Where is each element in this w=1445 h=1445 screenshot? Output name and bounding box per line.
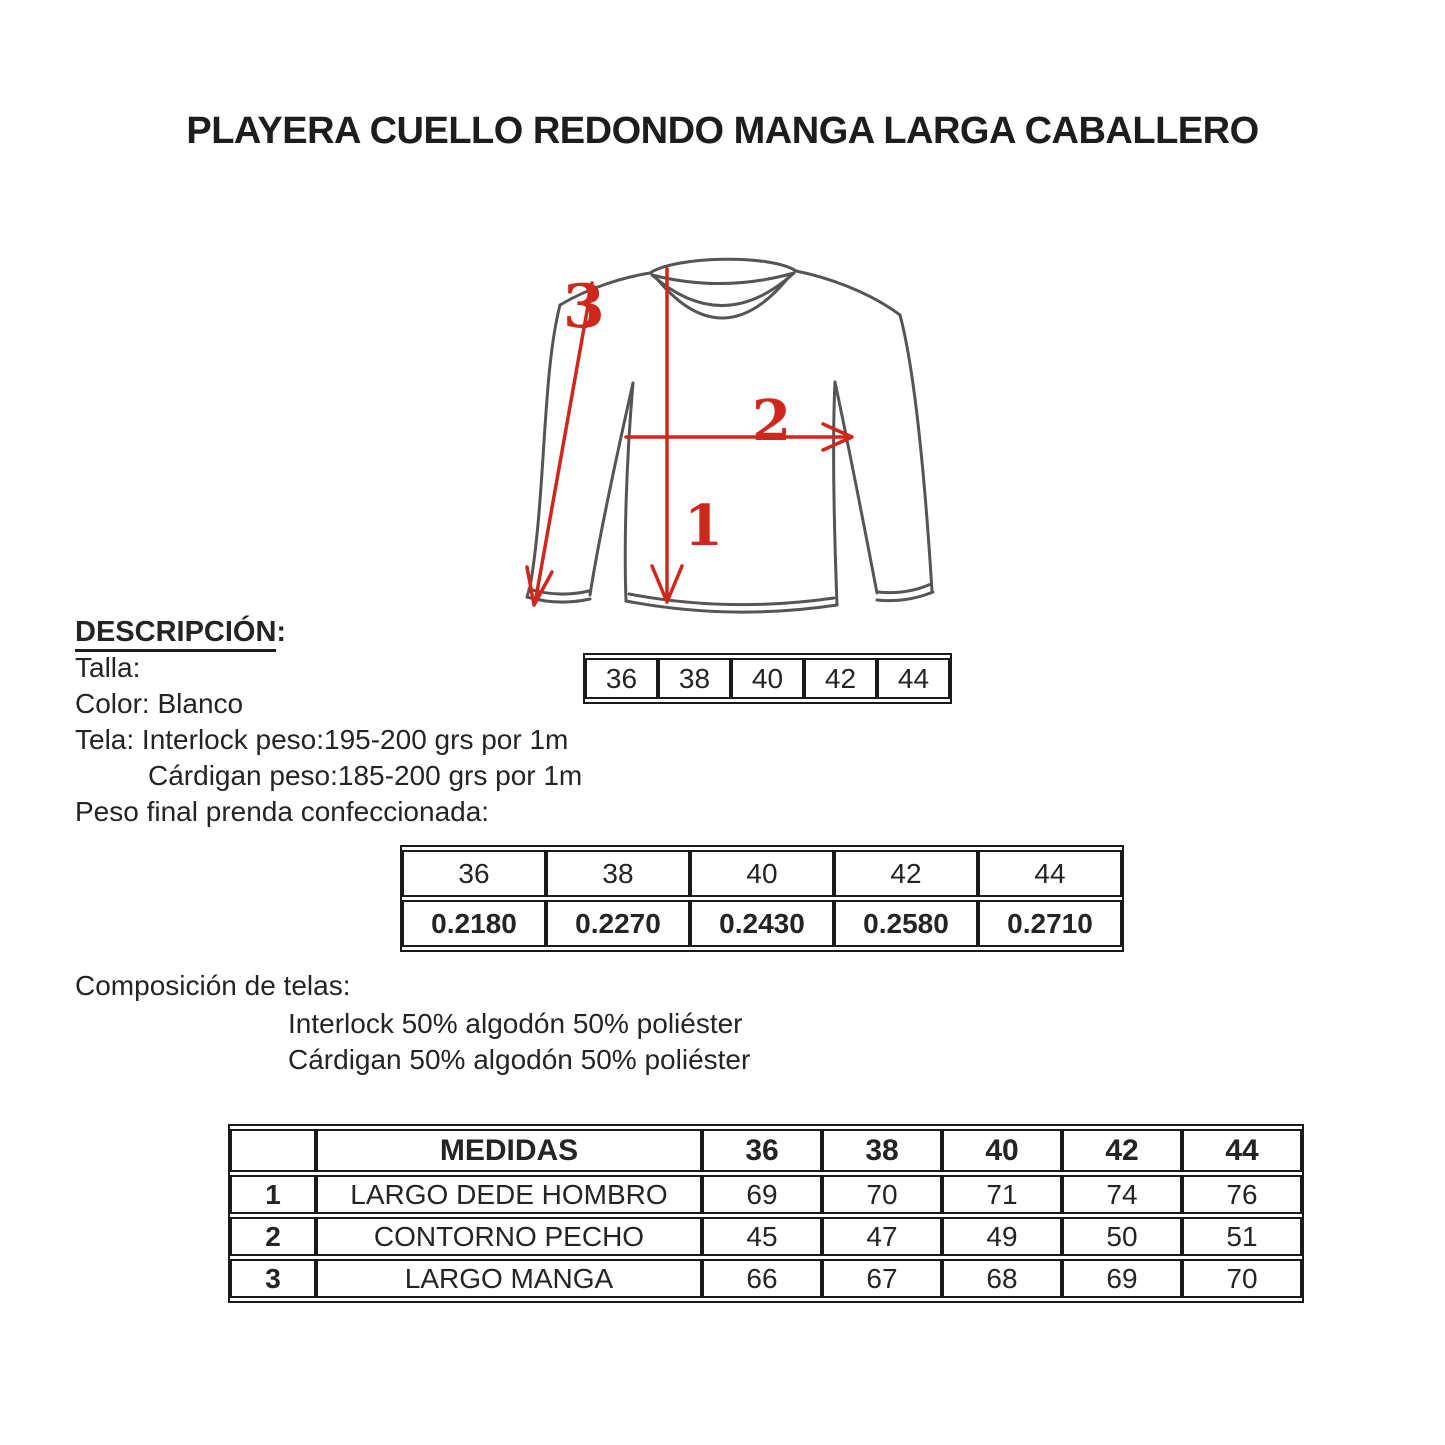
description-section (75, 614, 582, 830)
shirt-diagram (490, 225, 1000, 655)
measure-row-largo-hombro (230, 1175, 1302, 1214)
header-blank-cell (230, 1129, 316, 1172)
header-size-cell: 36 (702, 1129, 822, 1172)
right-sleeve-outer-line (900, 315, 932, 591)
right-sleeve-inner-line (835, 382, 877, 593)
measure-value-cell: 74 (1062, 1175, 1182, 1214)
weight-value-cell: 0.2580 (834, 900, 978, 947)
measure-row-name: CONTORNO PECHO (316, 1217, 702, 1256)
measure-value-cell: 68 (942, 1259, 1062, 1298)
weight-value-cell: 0.2180 (402, 900, 546, 947)
measure-row-name: LARGO MANGA (316, 1259, 702, 1298)
header-size-cell: 38 (822, 1129, 942, 1172)
weight-value-cell: 0.2710 (978, 900, 1122, 947)
composition-lines (288, 1006, 750, 1078)
garment-weights-table (400, 845, 1124, 952)
collar-top-line (650, 259, 796, 273)
measure-value-cell: 70 (822, 1175, 942, 1214)
peso-line: Peso final prenda confeccionada: (75, 796, 490, 827)
back-neck-line (652, 273, 794, 284)
weights-size-cell: 36 (402, 850, 546, 897)
composition-interlock-line: Interlock 50% algodón 50% poliéster (288, 1008, 743, 1039)
weight-value-cell: 0.2270 (546, 900, 690, 947)
talla-size-cell: 40 (731, 658, 804, 699)
measure-value-cell: 49 (942, 1217, 1062, 1256)
length-arrow-label: 1 (684, 493, 723, 559)
description-heading (75, 614, 582, 650)
talla-line: Talla: (75, 652, 141, 683)
right-shoulder-line (796, 271, 900, 315)
weights-size-cell: 42 (834, 850, 978, 897)
measure-row-largo-manga (230, 1259, 1302, 1298)
talla-size-cell: 44 (877, 658, 950, 699)
measure-value-cell: 51 (1182, 1217, 1302, 1256)
measure-value-cell: 69 (702, 1175, 822, 1214)
tela-line: Tela: Interlock peso:195-200 grs por 1m (75, 724, 569, 755)
color-line: Color: Blanco (75, 688, 244, 719)
torso-right-line (834, 382, 837, 605)
measure-value-cell: 45 (702, 1217, 822, 1256)
talla-size-cell: 38 (658, 658, 731, 699)
measure-value-cell: 66 (702, 1259, 822, 1298)
header-size-cell: 44 (1182, 1129, 1302, 1172)
composition-heading: Composición de telas: (75, 970, 351, 1001)
weights-values-row (402, 900, 1122, 947)
weights-size-cell: 40 (690, 850, 834, 897)
weights-size-cell: 38 (546, 850, 690, 897)
header-medidas-cell: MEDIDAS (316, 1129, 702, 1172)
measure-row-number: 1 (230, 1175, 316, 1214)
measure-row-number: 2 (230, 1217, 316, 1256)
measurements-header-row (230, 1129, 1302, 1172)
chest-arrow-label: 2 (752, 388, 791, 454)
measure-row-contorno-pecho (230, 1217, 1302, 1256)
measure-value-cell: 47 (822, 1217, 942, 1256)
composition-cardigan-line: Cárdigan 50% algodón 50% poliéster (288, 1044, 751, 1075)
talla-size-cell: 42 (804, 658, 877, 699)
measure-value-cell: 70 (1182, 1259, 1302, 1298)
talla-sizes-row (585, 658, 950, 699)
measure-row-name: LARGO DEDE HOMBRO (316, 1175, 702, 1214)
measure-value-cell: 71 (942, 1175, 1062, 1214)
header-size-cell: 42 (1062, 1129, 1182, 1172)
description-heading-colon: : (276, 616, 287, 648)
measurements-table (228, 1124, 1304, 1303)
measure-value-cell: 50 (1062, 1217, 1182, 1256)
measure-value-cell: 76 (1182, 1175, 1302, 1214)
right-cuff-seam-line (878, 584, 931, 593)
measure-value-cell: 67 (822, 1259, 942, 1298)
description-heading-text: DESCRIPCIÓN (75, 616, 276, 652)
weights-size-cell: 44 (978, 850, 1122, 897)
weight-value-cell: 0.2430 (690, 900, 834, 947)
hem-seam-line (629, 594, 834, 605)
header-size-cell: 40 (942, 1129, 1062, 1172)
talla-sizes-table (583, 653, 952, 704)
page-title: PLAYERA CUELLO REDONDO MANGA LARGA CABALLERO (186, 110, 1259, 152)
sleeve-arrow-label: 3 (563, 272, 605, 342)
weights-sizes-row (402, 850, 1122, 897)
measure-value-cell: 69 (1062, 1259, 1182, 1298)
measure-arrows (527, 269, 852, 605)
measure-row-number: 3 (230, 1259, 316, 1298)
tela-line-2: Cárdigan peso:185-200 grs por 1m (148, 760, 583, 791)
talla-size-cell: 36 (585, 658, 658, 699)
